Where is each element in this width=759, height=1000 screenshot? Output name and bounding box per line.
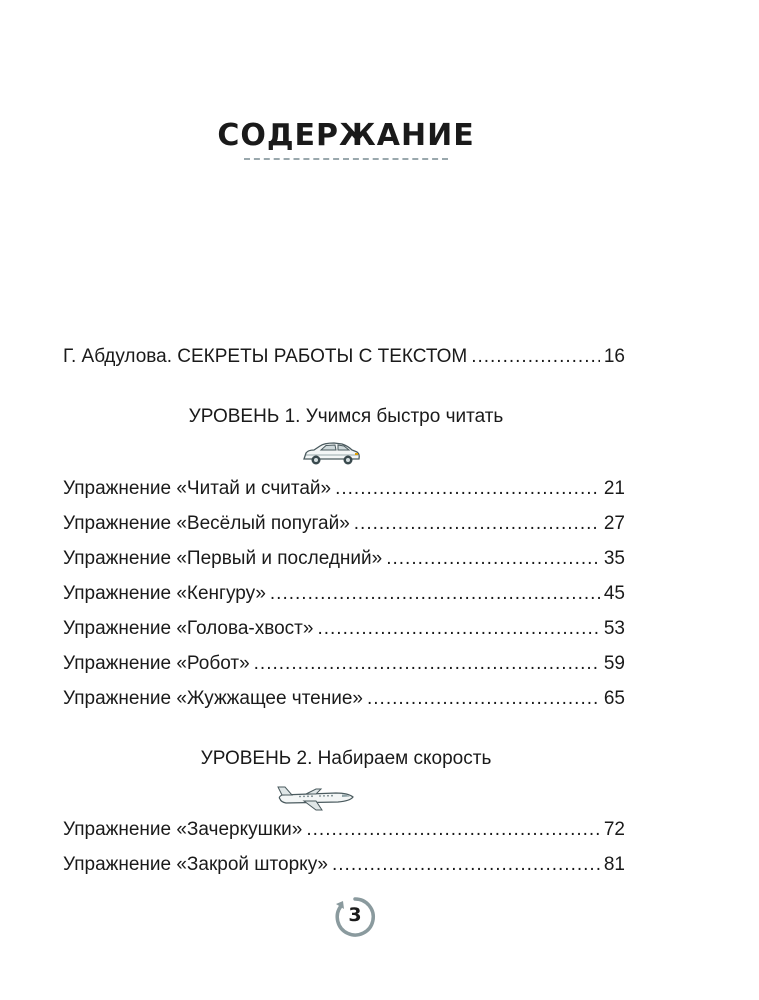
toc-entry[interactable] xyxy=(63,819,625,847)
toc-entry[interactable] xyxy=(63,854,625,882)
toc-entry-label: Упражнение «Закрой шторку» xyxy=(63,854,328,875)
toc-entry[interactable] xyxy=(63,653,625,681)
toc-entry-page: 81 xyxy=(603,854,625,875)
toc-entry-page: 21 xyxy=(603,478,625,499)
toc-entry-page: 59 xyxy=(603,653,625,674)
toc-entry-label: Упражнение «Весёлый попугай» xyxy=(63,513,350,534)
toc-entry-label: Г. Абдулова. СЕКРЕТЫ РАБОТЫ С ТЕКСТОМ xyxy=(63,346,468,367)
airplane-icon xyxy=(276,784,356,812)
leader-dots xyxy=(354,513,600,535)
level-1-heading: УРОВЕНЬ 1. Учимся быстро читать xyxy=(188,406,504,427)
leader-dots xyxy=(335,478,600,500)
page-number: 3 xyxy=(348,904,362,926)
leader-dots xyxy=(317,618,599,640)
toc-entry-page: 45 xyxy=(603,583,625,604)
toc-entry-page: 16 xyxy=(603,346,625,367)
toc-entry-label: Упражнение «Жужжащее чтение» xyxy=(63,688,363,709)
toc-entry[interactable] xyxy=(63,513,625,541)
toc-entry-page: 72 xyxy=(603,819,625,840)
toc-entry[interactable] xyxy=(63,618,625,646)
toc-entry-label: Упражнение «Читай и считай» xyxy=(63,478,332,499)
toc-entry-intro[interactable] xyxy=(63,346,625,374)
leader-dots xyxy=(471,346,600,368)
toc-entry[interactable] xyxy=(63,688,625,716)
toc-entry-page: 53 xyxy=(603,618,625,639)
leader-dots xyxy=(270,583,600,605)
leader-dots xyxy=(332,854,600,876)
toc-entry-label: Упражнение «Кенгуру» xyxy=(63,583,266,604)
car-icon xyxy=(300,440,362,468)
toc-entry-label: Упражнение «Зачеркушки» xyxy=(63,819,303,840)
page-title: СОДЕРЖАНИЕ xyxy=(217,118,475,153)
level-2-heading: УРОВЕНЬ 2. Набираем скорость xyxy=(200,748,492,769)
page-number-badge xyxy=(333,895,377,939)
toc-entry-page: 27 xyxy=(603,513,625,534)
toc-entry-page: 35 xyxy=(603,548,625,569)
leader-dots xyxy=(367,688,600,710)
toc-entry-label: Упражнение «Робот» xyxy=(63,653,250,674)
toc-entry[interactable] xyxy=(63,583,625,611)
leader-dots xyxy=(306,819,600,841)
toc-entry-label: Упражнение «Первый и последний» xyxy=(63,548,383,569)
toc-entry-label: Упражнение «Голова-хвост» xyxy=(63,618,314,639)
leader-dots xyxy=(386,548,600,570)
toc-entry[interactable] xyxy=(63,548,625,576)
title-dashed-rule xyxy=(244,158,448,160)
leader-dots xyxy=(254,653,600,675)
toc-entry-page: 65 xyxy=(603,688,625,709)
toc-entry[interactable] xyxy=(63,478,625,506)
